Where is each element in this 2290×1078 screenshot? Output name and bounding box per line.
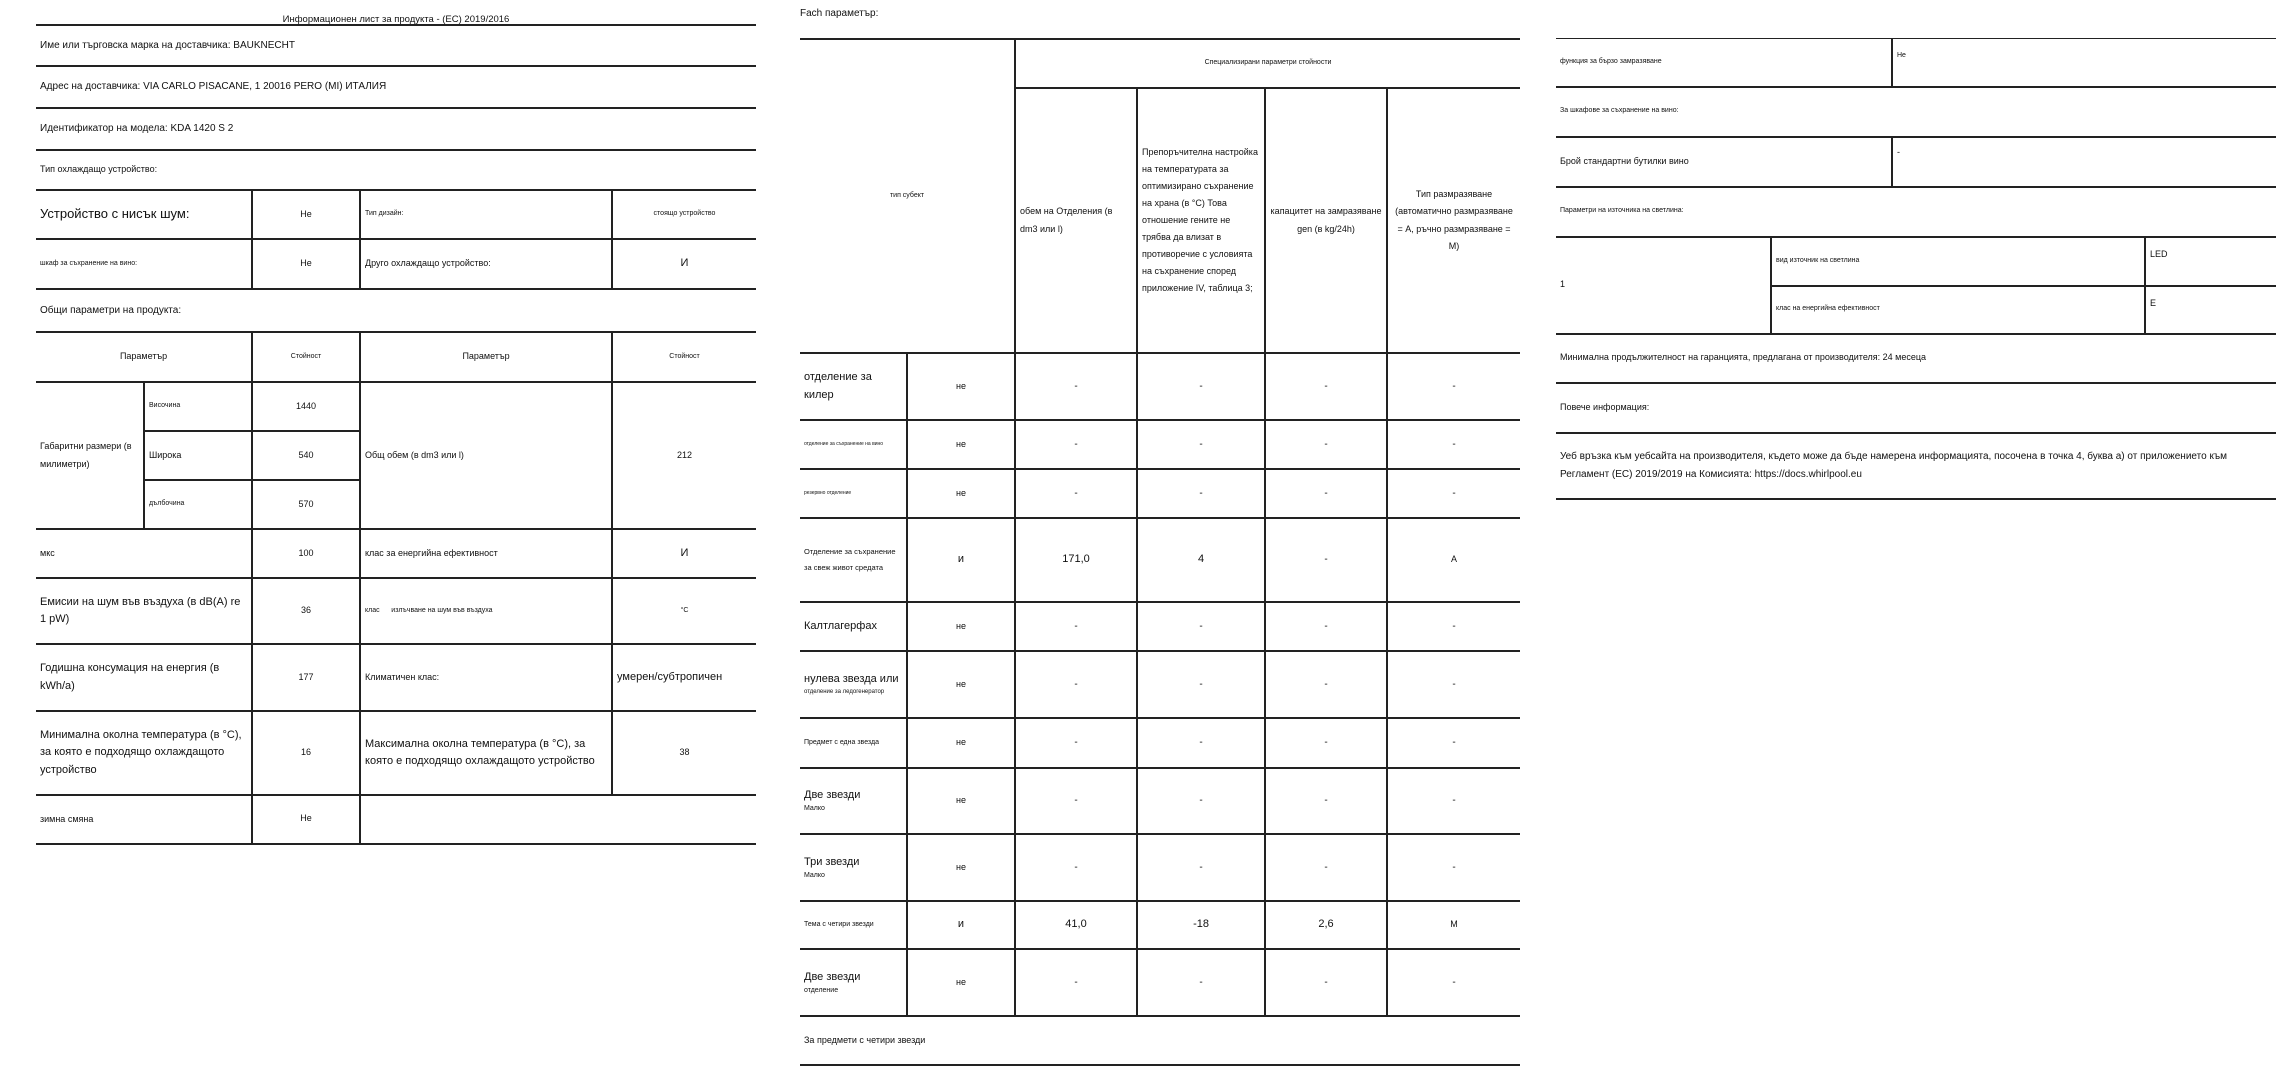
general-heading-table [36,290,756,333]
row-name: Три звезди [804,855,860,868]
row-freeze: - [1265,834,1387,901]
model-identifier: Идентификатор на модела: KDA 1420 S 2 [40,123,234,135]
row-present: не [907,718,1015,768]
row-volume: - [1015,651,1137,718]
appliance-type-heading: Тип охлаждащо устройство: [40,164,158,175]
empty-cell [360,795,756,844]
row-volume: - [1015,834,1137,901]
row-freeze: - [1265,469,1387,518]
row-name: Предмет с една звезда [800,718,907,768]
row-present: не [907,420,1015,469]
header-volume: обем на Отделения (в dm3 или l) [1015,88,1137,353]
row-present: и [907,518,1015,602]
row-subname: Малко [804,871,825,879]
noise-emission-value: 36 [252,578,360,644]
winter-switch-label: зимна смяна [36,795,252,844]
header-freezing-capacity: капацитет на замразяване gen (в kg/24h) [1265,88,1387,353]
light-heading-table [1556,188,2276,238]
light-type-value: LED [2150,248,2168,259]
other-appliance-value: И [680,257,689,270]
row-name: Отделение за съхранение за свеж живот средата [800,518,907,602]
row-volume: - [1015,469,1137,518]
row-defrost: - [1452,678,1456,690]
row-freeze: 2,6 [1265,901,1387,949]
additional-info-column [1556,38,2276,500]
row-defrost: - [1452,861,1456,873]
noise-emission-label: Емисии на шум във въздуха (в dB(A) re 1 pW) [36,578,252,644]
row-defrost: - [1452,737,1456,749]
row-name: резервно отделение [800,469,907,518]
other-appliance-label: Друго охлаждащо устройство: [360,239,612,289]
row-present: не [907,602,1015,651]
row-name-cell [800,949,907,1016]
wine-cabinet-label: шкаф за съхранение на вино: [36,239,252,289]
quick-freeze-label: функция за бързо замразяване [1556,39,1892,87]
climate-class-value: умерен/субтропичен [617,670,723,683]
total-volume-value: 212 [676,449,693,460]
row-name: нулева звезда или [804,673,899,686]
row-temp: - [1137,834,1265,901]
row-volume: - [1015,718,1137,768]
quick-freeze-value: Не [1897,52,1906,59]
appliance-type-table [36,191,756,290]
row-temp: 4 [1137,518,1265,602]
eei-value: 100 [252,529,360,578]
quick-freeze-table [1556,38,2276,88]
row-freeze: - [1265,651,1387,718]
header-value: Стойност [252,333,360,382]
row-volume: 41,0 [1015,901,1137,949]
row-name-cell [800,834,907,901]
annual-energy-value: 177 [252,644,360,711]
wine-cabinet-value: Не [252,239,360,289]
height-value: 1440 [252,382,360,431]
row-name: отделение за килер [800,353,907,420]
row-temp: - [1137,718,1265,768]
climate-class-label: Климатичен клас: [360,644,612,711]
row-freeze: - [1265,602,1387,651]
row-volume: 171,0 [1015,518,1137,602]
row-present: не [907,651,1015,718]
max-temp-label: Максимална околна температура (в °C), за която е подходящо охлаждащото устройство [360,711,612,795]
supplier-address: Адрес на доставчика: VIA CARLO PISACANE, 1 20016 PERO (MI) ИТАЛИЯ [40,81,387,93]
wine-bottles-value: - [1897,146,1900,157]
row-freeze: - [1265,353,1387,420]
four-star-footer: За предмети с четири звезди [804,1034,926,1045]
row-defrost: - [1452,487,1456,499]
light-type-label: вид източник на светлина [1771,238,2145,286]
row-name: Калтлагерфах [800,602,907,651]
header-value-2: Стойност [669,352,700,360]
row-name: Две звезди [804,970,861,983]
row-subname: отделение [804,986,839,994]
warranty-table [1556,335,2276,500]
general-params-table [36,333,756,845]
depth-label: дълбочина [144,480,252,529]
row-freeze: - [1265,518,1387,602]
sheet-title: Информационен лист за продукта - (ЕС) 2019/2016 [36,0,756,26]
header-parameter: Параметър [36,333,252,382]
row-defrost: - [1452,438,1456,450]
row-name: Тема с четири звезди [800,901,907,949]
row-freeze: - [1265,949,1387,1016]
light-source-heading: Параметри на източника на светлина: [1560,207,1684,215]
compartment-params-title: Fach параметър: [800,8,879,19]
row-volume: - [1015,768,1137,834]
annual-energy-label: Годишна консумация на енергия (в kWh/a) [36,644,252,711]
width-value: 540 [252,431,360,480]
row-freeze: - [1265,768,1387,834]
row-freeze: - [1265,420,1387,469]
compartment-column [800,0,1520,1066]
energy-class-value: И [680,546,689,559]
design-type-value: стоящо устройство [653,210,716,218]
low-noise-label: Устройство с нисък шум: [36,191,252,239]
row-temp: - [1137,651,1265,718]
row-temp: - [1137,469,1265,518]
supplier-name: Име или търговска марка на доставчика: BAUKNECHT [40,39,295,51]
row-volume: - [1015,949,1137,1016]
header-defrost-type: Тип размразяване (автоматично размразяване = A, ръчно размразяване = M) [1395,189,1513,251]
manufacturer-link-text: Уеб връзка към уебсайта на производителя, където може да бъде намерена информацията, посочена в точка 4, буква a) от приложението към Регламент (ЕС) 2019/2019 на Комисията: https://docs.whirlpool.eu [1560,450,2227,480]
total-volume-label: Общ обем (в dm3 или l) [360,382,612,529]
header-type: тип субект [800,39,1015,353]
light-source-table [1556,238,2276,335]
dimensions-label: Габаритни размери (в милиметри) [36,382,144,529]
header-recommended-temp: Препоръчителна настройка на температурата за оптимизирано съхранение на храна (в °C) Това отношение гените не трябва да влизат в противоречие с условията на съхранение според приложение IV, таблица 3; [1137,88,1265,353]
wine-bottles-label: Брой стандартни бутилки вино [1556,138,1892,187]
low-noise-value: Не [252,191,360,239]
min-temp-value: 16 [252,711,360,795]
header-parameter-2: Параметър [360,333,612,382]
row-subname: Малко [804,805,825,813]
max-temp-value: 38 [679,747,690,758]
row-present: не [907,768,1015,834]
wine-heading-table [1556,88,2276,138]
row-temp: - [1137,353,1265,420]
row-volume: - [1015,602,1137,651]
row-present: не [907,834,1015,901]
eei-label: мкс [36,529,252,578]
row-present: не [907,353,1015,420]
row-subname: отделение за ледогенератор [804,689,885,696]
row-volume: - [1015,420,1137,469]
row-volume: - [1015,353,1137,420]
design-type-label: Тип дизайн: [360,191,612,239]
row-defrost: A [1451,554,1458,565]
height-label: Височина [144,382,252,431]
light-source-index: 1 [1556,238,1771,334]
row-defrost: M [1450,919,1458,930]
depth-value: 570 [252,480,360,529]
row-present: не [907,469,1015,518]
row-present: не [907,949,1015,1016]
row-defrost: - [1452,620,1456,632]
row-temp: - [1137,949,1265,1016]
row-name: отделение за съхранение на вино [800,420,907,469]
row-temp: - [1137,420,1265,469]
noise-class-value: °C [680,606,689,614]
compartment-table [800,38,1520,1066]
general-params-heading: Общи параметри на продукта: [40,304,182,316]
header-special-params: Специализирани параметри стойности [1204,59,1332,67]
row-defrost: - [1452,380,1456,392]
row-name-cell [800,651,907,718]
light-class-label: клас на енергийна ефективност [1771,286,2145,334]
wine-cabinets-heading: За шкафове за съхранение на вино: [1560,107,1679,115]
energy-class-label: клас за енергийна ефективност [360,529,612,578]
row-defrost: - [1452,976,1456,988]
winter-switch-value: Не [252,795,360,844]
more-info-heading: Повече информация: [1560,401,1650,412]
row-name-cell [800,768,907,834]
width-label: Широка [144,431,252,480]
row-defrost: - [1452,795,1456,807]
row-name: Две звезди [804,789,861,802]
product-info-column [36,0,756,845]
row-temp: - [1137,602,1265,651]
light-class-value: E [2150,297,2157,308]
warranty-text: Минимална продължителност на гаранцията, предлагана от производителя: 24 месеца [1560,352,1927,363]
row-present: и [907,901,1015,949]
noise-class-label: клас излъчване на шум във въздуха [360,578,612,644]
row-temp: -18 [1137,901,1265,949]
row-temp: - [1137,768,1265,834]
row-freeze: - [1265,718,1387,768]
bottles-table [1556,138,2276,188]
min-temp-label: Минимална околна температура (в °C), за която е подходящо охлаждащото устройство [36,711,252,795]
supplier-table [36,26,756,191]
